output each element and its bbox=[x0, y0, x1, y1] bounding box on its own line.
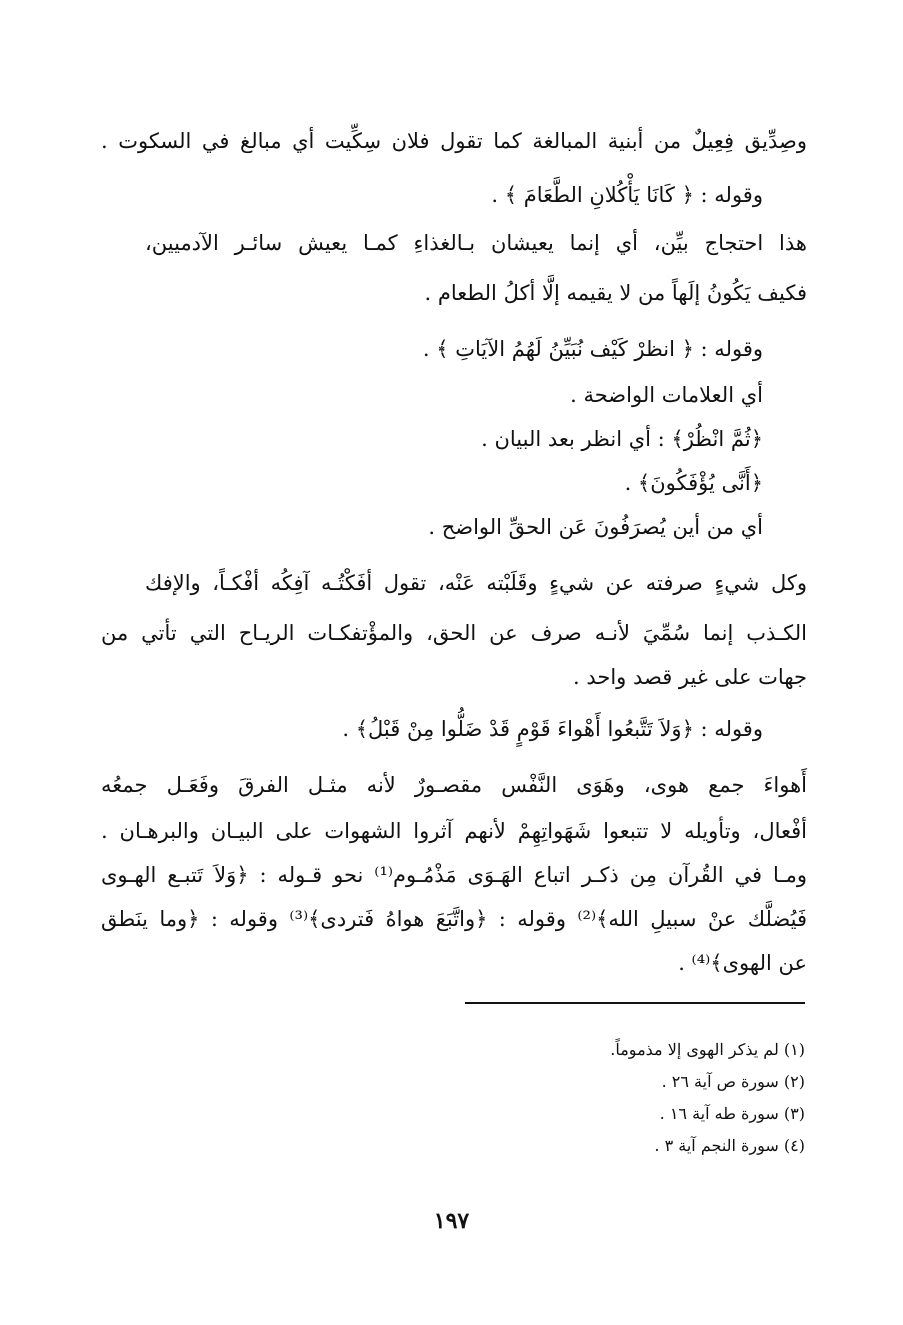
text-line-3: هذا احتجاج بيِّن، أي إنما يعيشان بـالغذاءِ كمـا يعيش سائـر الآدميين، bbox=[145, 231, 807, 255]
text-line-4: فكيف يَكُونُ إلَهاً من لا يقيمه إلَّا أكلُ الطعام . bbox=[424, 281, 807, 305]
text-line-11: الكـذب إنما سُمِّيَ لأنـه صرف عن الحق، والمؤْتفكـات الريـاح التي تأتي من bbox=[101, 621, 807, 645]
page-number: ١٩٧ bbox=[433, 1208, 470, 1234]
text-line-12: جهات على غير قصد واحد . bbox=[572, 665, 807, 689]
text-line-7: ﴿ثُمَّ انْظُرْ﴾ : أي انظر بعد البيان . bbox=[481, 427, 763, 451]
text-line-18: عن الهوى﴾⁽⁴⁾ . bbox=[678, 951, 807, 975]
footnote-3: (٣) سورة طه آية ١٦ . bbox=[659, 1104, 805, 1123]
footnote-2: (٢) سورة ص آية ٢٦ . bbox=[661, 1072, 805, 1091]
text-line-6: أي العلامات الواضحة . bbox=[570, 383, 763, 407]
text-line-17: فَيُضلَّك عنْ سبيلِ الله﴾⁽²⁾ وقوله : ﴿واتَّبَعَ هواهُ فَتردى﴾⁽³⁾ وقوله : ﴿وما ينَطق bbox=[101, 907, 807, 931]
footnote-separator bbox=[465, 1002, 805, 1004]
text-line-10: وكل شيءٍ صرفته عن شيءٍ وقَلَبْته عَنْه، تقول أفَكْتُـه آفِكُه أفْكـاً، والإفك bbox=[145, 571, 807, 595]
text-line-9: أي من أين يُصرَفُونَ عَن الحقِّ الواضح . bbox=[428, 515, 763, 539]
text-line-2: وقوله : ﴿ كَانَا يَأْكُلانِ الطَّعَامَ ﴾ . bbox=[491, 183, 763, 207]
text-line-15: أفْعال، وتأويله لا تتبعوا شَهَواتِهِمْ لأنهم آثروا الشهوات على البيـان والبرهـان . bbox=[101, 819, 807, 843]
footnote-1: (١) لم يذكر الهوى إلا مذموماً. bbox=[610, 1040, 805, 1059]
text-line-8: ﴿أَنَّى يُؤْفَكُونَ﴾ . bbox=[624, 471, 763, 495]
text-line-14: أَهواءَ جمع هوى، وهَوَى النَّفْس مقصـورٌ لأنه مثـل الفرقَ وفَعَـل جمعُه bbox=[101, 773, 807, 797]
text-line-1: وصِدِّيق فِعِيلٌ من أبنية المبالغة كما تقول فلان سِكِّيت أي مبالغ في السكوت . bbox=[101, 129, 807, 153]
footnote-4: (٤) سورة النجم آية ٣ . bbox=[654, 1136, 805, 1155]
text-line-5: وقوله : ﴿ انظرْ كَيْف نُبَيِّنُ لَهُمُ الآيَاتِ ﴾ . bbox=[422, 337, 763, 361]
text-line-16: ومـا في القُرآن مِن ذكـر اتباع الهَـوَى مَذْمُـوم⁽¹⁾ نحو قـوله : ﴿وَلاَ تَتبـع الهـوى bbox=[101, 863, 807, 887]
text-line-13: وقوله : ﴿وَلاَ تَتَّبعُوا أَهْواءَ قَوْمٍ قَدْ ضَلُّوا مِنْ قَبْلُ﴾ . bbox=[342, 717, 763, 741]
